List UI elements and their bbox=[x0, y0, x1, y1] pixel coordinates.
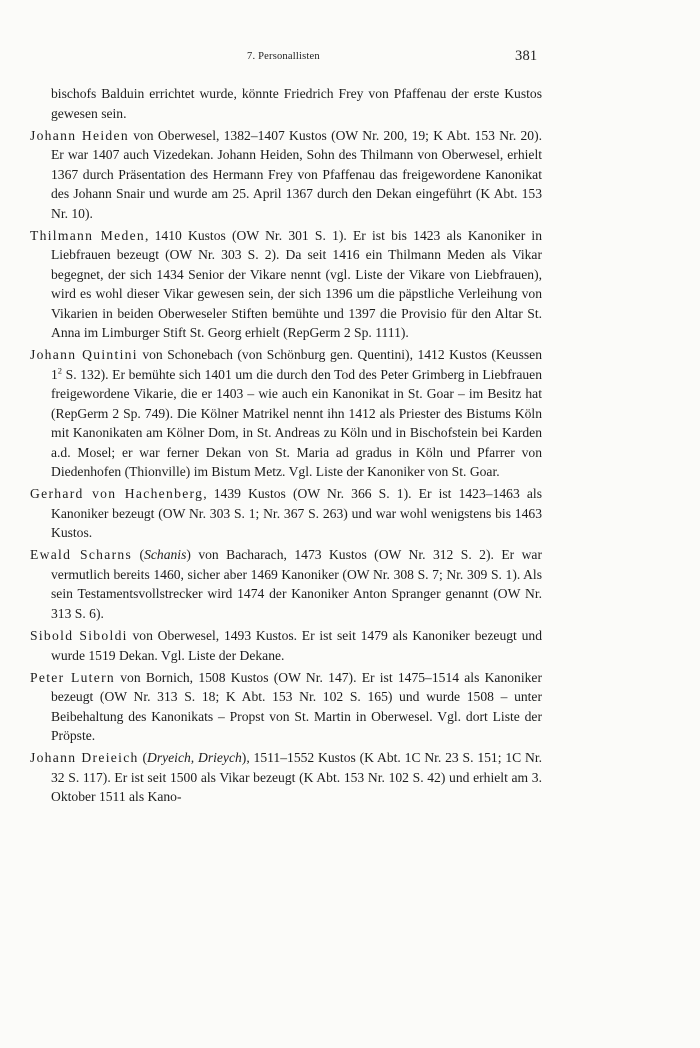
name-variant: Dryeich, Drieych bbox=[147, 750, 242, 766]
superscript: 2 bbox=[57, 365, 63, 376]
entry-text: , 1410 Kustos (OW Nr. 301 S. 1). Er ist bis 1423 als Kanoniker in Liebfrauen bezeugt (OW Nr. 303 S. 2). Da seit 1416 ein Thilmann Meden als Vikar begegnet, der sich 1434 Senior der Vikare nennt (vgl. Liste der Vikare von Liebfrauen), wird es wohl dieser Vikar gewesen sein, der sich 1396 um die päpstliche Verleihung von Vikarien in beiden Oberweseler Stiften bemühte und 1397 die Provisio für den Altar St. Anna im Limburger Stift St. Georg erhielt (RepGerm 2 Sp. 1111). bbox=[51, 227, 543, 341]
page-number: 381 bbox=[515, 48, 538, 64]
person-name: Gerhard von Hachenberg bbox=[30, 486, 204, 502]
entry-text: ( bbox=[138, 750, 147, 766]
list-entry-peter-lutern bbox=[30, 668, 542, 746]
entry-text: von Schonebach (von Schönburg gen. Quentini), 1412 Kustos (Keussen 1 bbox=[51, 347, 542, 382]
entry-text-continued: ) von Bacharach, 1473 Kustos (OW Nr. 312 S. 2). Er war vermutlich bereits 1460, sicher aber 1469 Kanoniker (OW Nr. 308 S. 7; Nr. 309 S. 1). Als sein Testamentsvollstrecker wird 1474 der Kanoniker Anton Spranger genannt (OW Nr. 313 S. 6). bbox=[51, 547, 542, 621]
paragraph-text: bischofs Balduin errichtet wurde, könnte Friedrich Frey von Pfaffenau der erste Kustos gewesen sein. bbox=[51, 86, 542, 121]
entry-text: , 1439 Kustos (OW Nr. 366 S. 1). Er ist 1423–1463 als Kanoniker bezeugt (OW Nr. 303 S. 1; Nr. 367 S. 263) und war wohl wenigstens bis 1463 Kustos. bbox=[51, 486, 542, 541]
list-entry-johann-quintini bbox=[30, 345, 542, 482]
person-name: Sibold Siboldi bbox=[30, 628, 128, 644]
list-entry-sibold-siboldi bbox=[30, 626, 542, 665]
list-entry-gerhard-von-hachenberg bbox=[30, 484, 542, 543]
person-name: Johann Dreieich bbox=[30, 750, 139, 766]
entry-text: von Bornich, 1508 Kustos (OW Nr. 147). Er ist 1475–1514 als Kanoniker bezeugt (OW Nr. 313 S. 18; K Abt. 153 Nr. 102 S. 165) und wurde 1508 – unter Beibehaltung des Kanonikats – Propst von St. Martin in Oberwesel. Vgl. dort Liste der Pröpste. bbox=[51, 669, 542, 744]
entry-text: von Oberwesel, 1382–1407 Kustos (OW Nr. 200, 19; K Abt. 153 Nr. 20). Er war 1407 auch Vizedekan. Johann Heiden, Sohn des Thilmann von Oberwesel, erhielt 1367 durch Präsentation des Hermann Frey von Pfaffenau das freigewordene Kanonikat des Johann Snair und wurde am 25. April 1367 durch den Dekan eingeführt (K Abt. 153 Nr. 10). bbox=[51, 127, 542, 221]
person-name: Johann Heiden bbox=[30, 127, 129, 143]
person-name: Ewald Scharns bbox=[30, 547, 133, 563]
person-name: Thilmann Meden bbox=[30, 227, 146, 243]
entry-text: von Oberwesel, 1493 Kustos. Er ist seit 1479 als Kanoniker bezeugt und wurde 1519 Dekan. Vgl. Liste der Dekane. bbox=[51, 628, 542, 663]
continued-paragraph bbox=[30, 84, 542, 123]
list-entry-johann-dreieich bbox=[30, 748, 542, 807]
chapter-title: 7. Personallisten bbox=[247, 51, 320, 62]
list-entry-johann-heiden bbox=[30, 126, 542, 224]
entry-text-continued: ), 1511–1552 Kustos (K Abt. 1C Nr. 23 S. 151; 1C Nr. 32 S. 117). Er ist seit 1500 als Vikar bezeugt (K Abt. 153 Nr. 102 S. 42) und erhielt am 3. Oktober 1511 als Kano- bbox=[51, 750, 542, 805]
list-entry-ewald-scharns bbox=[30, 545, 542, 623]
entry-text: ( bbox=[132, 547, 145, 563]
person-name: Johann Quintini bbox=[30, 347, 138, 363]
entry-text-continued: S. 132). Er bemühte sich 1401 um die durch den Tod des Peter Grimberg in Liebfrauen freigewordene Vikarie, die er 1403 – wie auch ein Kanonikat in St. Goar – im Besitz hat (RepGerm 2 Sp. 749). Die Kölner Matrikel nennt ihn 1412 als Priester des Bistums Köln mit Kanonikaten am Kölner Dom, in St. Andreas zu Köln und in Bischofstein bei Karden a.d. Mosel; er war ferner Dekan von St. Maria ad gradus in Köln und Pfarrer von Diedenhofen (Thionville) im Bistum Metz. Vgl. Liste der Kanoniker von St. Goar. bbox=[51, 366, 542, 480]
list-entry-thilmann-meden bbox=[30, 226, 542, 343]
name-variant: Schanis bbox=[144, 547, 187, 563]
person-name: Peter Lutern bbox=[30, 669, 116, 685]
page-body bbox=[30, 84, 542, 809]
